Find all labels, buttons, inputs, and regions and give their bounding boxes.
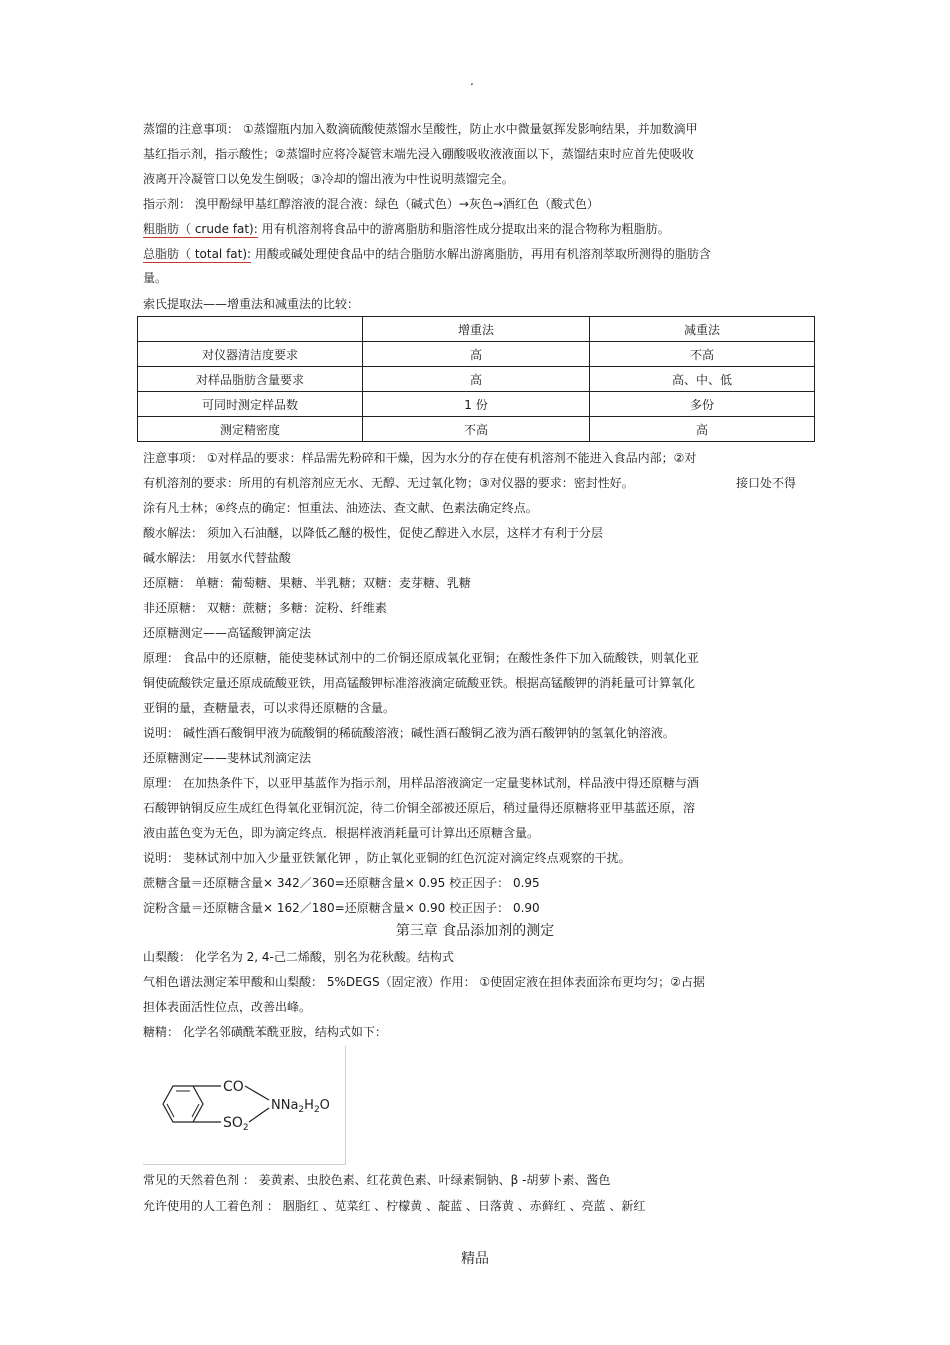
table-header-row: [138, 317, 815, 342]
crude-fat-text: 用有机溶剂将食品中的游离脂肪和脂溶性成分提取出来的混合物称为粗脂肪。: [257, 222, 670, 236]
table-header-cell: 减重法: [590, 317, 815, 342]
total-fat-term: 总脂肪（ total fat):: [143, 247, 252, 261]
distillation-notes-line-3: 液离开冷凝管口以免发生倒吸；③冷却的馏出液为中性说明蒸馏完全。: [143, 172, 514, 186]
fehling-note-line: 说明： 斐林试剂中加入少量亚铁氰化钾 ，防止氧化亚铜的红色沉淀对滴定终点观察的干扰。: [143, 851, 631, 865]
permanganate-principle-line-2: 铜使硫酸铁定量还原成硫酸亚铁，用高锰酸钾标准溶液滴定硫酸亚铁。根据高锰酸钾的消耗量可计算氧化: [143, 676, 696, 690]
fehling-principle-line-3: 液由蓝色变为无色，即为滴定终点．根据样液消耗量可计算出还原糖含量。: [143, 826, 540, 840]
soxhlet-notes-line-2-tail: 接口处不得: [736, 476, 797, 490]
permanganate-principle-line-1: 原理： 食品中的还原糖，能使斐林试剂中的二价铜还原成氧化亚铜；在酸性条件下加入硫酸铁，则氧化亚: [143, 651, 699, 665]
table-row: [138, 392, 815, 417]
sorbic-acid-line: 山梨酸： 化学名为 2, 4-己二烯酸，别名为花秋酸。结构式: [143, 950, 454, 964]
saccharin-structure-figure: [143, 1046, 346, 1165]
crude-fat-term: 粗脂肪（ crude fat):: [143, 222, 258, 236]
table-cell: 高: [590, 417, 815, 442]
fehling-principle-line-2: 石酸钾钠铜反应生成红色得氧化亚铜沉淀，待二价铜全部被还原后，稍过量得还原糖将亚甲基蓝还原，溶: [143, 801, 696, 815]
total-fat-definition: [143, 244, 711, 264]
table-row: [138, 367, 815, 392]
permanganate-note-line: 说明： 碱性酒石酸铜甲液为硫酸铜的稀硫酸溶液；碱性酒石酸铜乙液为酒石酸钾钠的氢氧化钠溶液。: [143, 726, 675, 740]
table-cell: 测定精密度: [138, 417, 363, 442]
permanganate-principle-line-3: 亚铜的量，查糖量表，可以求得还原糖的含量。: [143, 701, 396, 715]
table-cell: 高、中、低: [590, 367, 815, 392]
header-mark: .: [470, 74, 474, 88]
table-cell: 可同时测定样品数: [138, 392, 363, 417]
synthetic-colorants-line: 允许使用的人工着色剂 ： 胭脂红 、苋菜红 、柠檬黄 、靛蓝 、日落黄 、赤藓红 、亮蓝 、新红: [143, 1199, 646, 1213]
gc-method-line-1: 气相色谱法测定苯甲酸和山梨酸： 5%DEGS（固定液）作用： ①使固定液在担体表面涂布更均匀；②占据: [143, 975, 705, 989]
soxhlet-notes-line-3: 涂有凡士林；④终点的确定：恒重法、油迹法、查文献、色素法确定终点。: [143, 501, 538, 515]
table-cell: 高: [363, 367, 590, 392]
table-cell: 不高: [363, 417, 590, 442]
reducing-sugars-line: 还原糖： 单糖：葡萄糖、果糖、半乳糖；双糖：麦芽糖、乳糖: [143, 576, 471, 590]
alkaline-hydrolysis-line: 碱水解法： 用氨水代替盐酸: [143, 551, 291, 565]
non-reducing-sugars-line: 非还原糖： 双糖：蔗糖；多糖：淀粉、纤维素: [143, 601, 387, 615]
saccharin-structure-drawing: [143, 1046, 345, 1164]
chapter-title: 第三章 食品添加剂的测定: [395, 923, 555, 939]
so2-group-label: $SO_2$: [223, 1115, 249, 1133]
permanganate-method-heading: 还原糖测定——高锰酸钾滴定法: [143, 626, 312, 640]
table-row: [138, 342, 815, 367]
table-row: [138, 417, 815, 442]
table-header-cell: 增重法: [363, 317, 590, 342]
gc-method-line-2: 担体表面活性位点，改善出峰。: [143, 1000, 312, 1014]
soxhlet-comparison-table: [137, 316, 815, 442]
natural-colorants-line: 常见的天然着色剂 ： 姜黄素、虫胶色素、红花黄色素、叶绿素铜钠、β -胡萝卜素、酱色: [143, 1173, 611, 1187]
indicator-line: 指示剂： 溴甲酚绿甲基红醇溶液的混合液：绿色（碱式色）→灰色→酒红色（酸式色）: [143, 197, 599, 211]
total-fat-definition-cont: 量。: [143, 271, 168, 285]
table-cell: 1 份: [363, 392, 590, 417]
table-cell: 对仪器清洁度要求: [138, 342, 363, 367]
total-fat-text: 用酸或碱处理使食品中的结合脂肪水解出游离脂肪，再用有机溶剂萃取所测得的脂肪含: [251, 247, 711, 261]
table-cell: 多份: [590, 392, 815, 417]
table-cell: 高: [363, 342, 590, 367]
table-header-cell: [138, 317, 363, 342]
distillation-notes-line-1: 蒸馏的注意事项： ①蒸馏瓶内加入数滴硫酸使蒸馏水呈酸性，防止水中微量氨挥发影响结果，并加数滴甲: [143, 122, 698, 136]
page-footer: 精品: [461, 1251, 489, 1267]
crude-fat-definition: [143, 219, 670, 239]
soxhlet-notes-line-2: 有机溶剂的要求：所用的有机溶剂应无水、无醇、无过氧化物；③对仪器的要求：密封性好。: [143, 476, 634, 490]
fehling-method-heading: 还原糖测定——斐林试剂滴定法: [143, 751, 312, 765]
co-group-label: CO: [223, 1079, 244, 1095]
sucrose-formula-line: 蔗糖含量＝还原糖含量× 342／360=还原糖含量× 0.95 校正因子： 0.95: [143, 876, 540, 890]
table-cell: 不高: [590, 342, 815, 367]
acid-hydrolysis-line: 酸水解法： 须加入石油醚，以降低乙醚的极性，促使乙醇进入水层，这样才有利于分层: [143, 526, 603, 540]
soxhlet-notes-line-1: 注意事项： ①对样品的要求：样品需先粉碎和干燥，因为水分的存在使有机溶剂不能进入食品内部；②对: [143, 451, 697, 465]
starch-formula-line: 淀粉含量＝还原糖含量× 162／180=还原糖含量× 0.90 校正因子： 0.90: [143, 901, 540, 915]
soxhlet-comparison-heading: 索氏提取法——增重法和减重法的比较：: [143, 297, 360, 311]
fehling-principle-line-1: 原理： 在加热条件下，以亚甲基蓝作为指示剂，用样品溶液滴定一定量斐林试剂，样品液中得还原糖与酒: [143, 776, 699, 790]
saccharin-line: 糖精： 化学名邻磺酰苯酰亚胺，结构式如下：: [143, 1025, 387, 1039]
table-cell: 对样品脂肪含量要求: [138, 367, 363, 392]
distillation-notes-line-2: 基红指示剂，指示酸性；②蒸馏时应将冷凝管末端先浸入硼酸吸收液液面以下，蒸馏结束时应首先使吸收: [143, 147, 694, 161]
sodium-hydrate-label: $NNa_2H_2O$: [271, 1098, 330, 1115]
